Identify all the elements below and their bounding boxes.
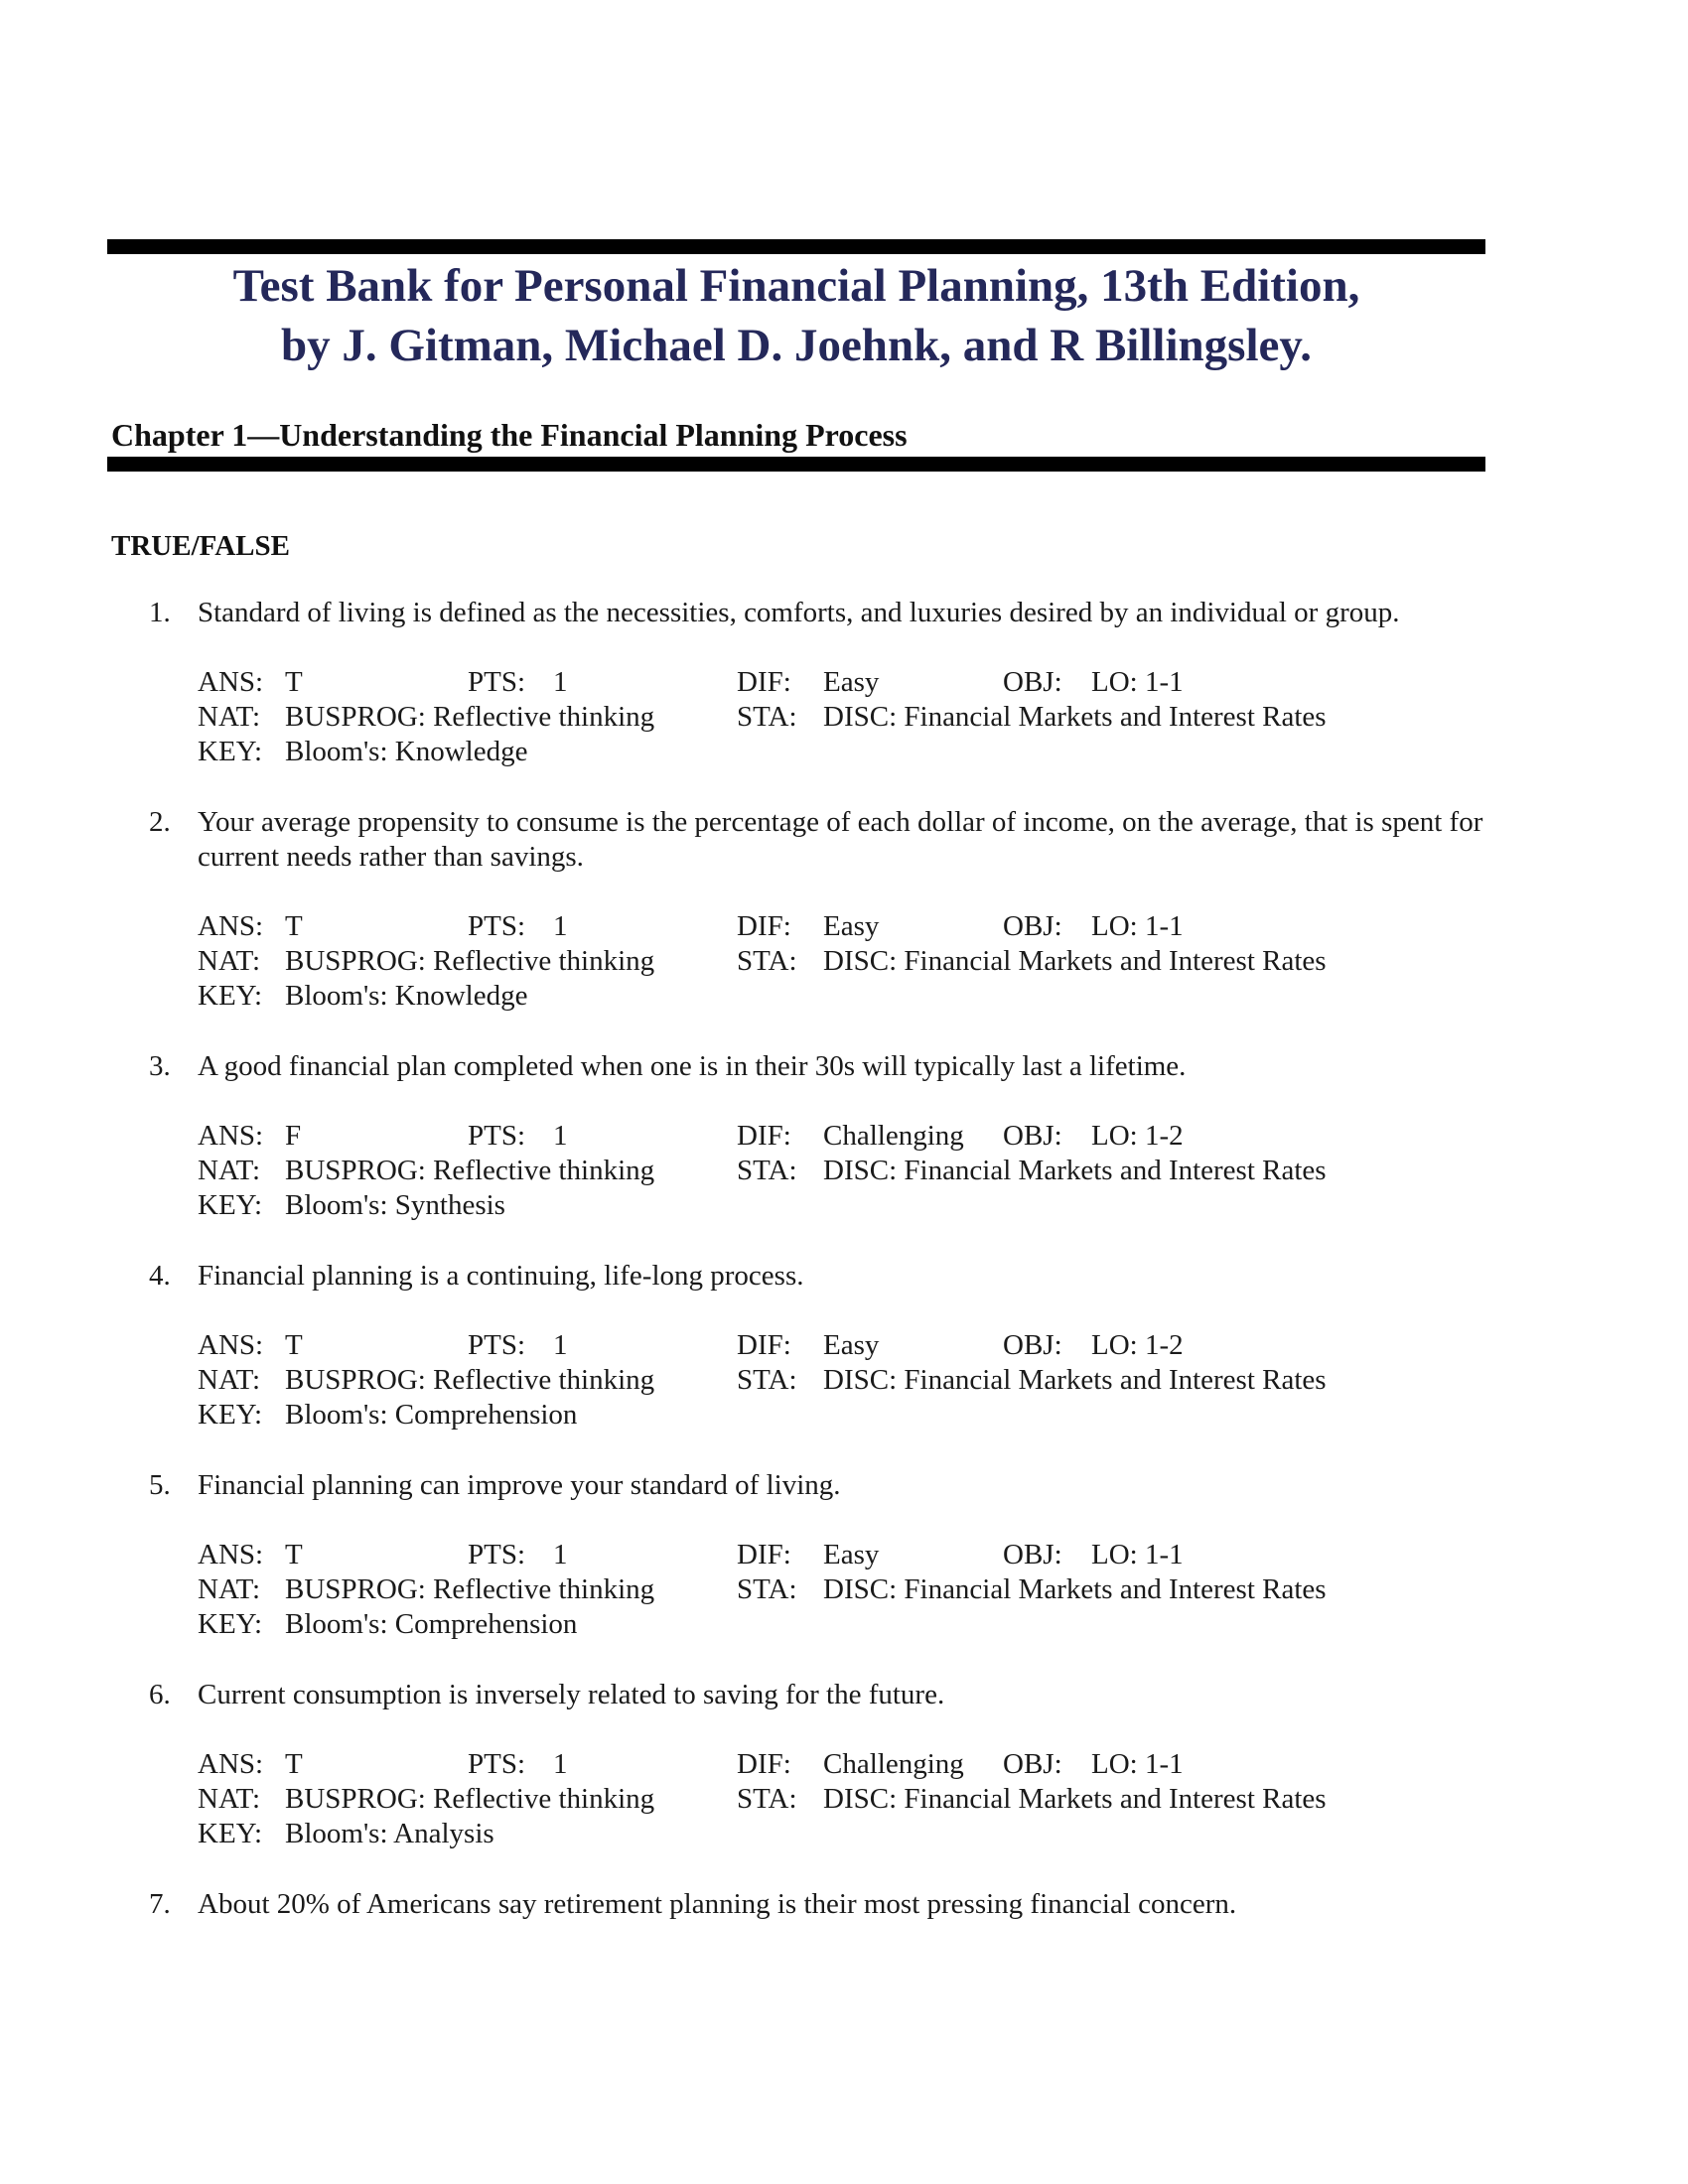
nat-label: NAT: <box>198 1573 260 1605</box>
key-value: Bloom's: Comprehension <box>285 1399 578 1431</box>
question-text: Standard of living is defined as the necessities, comforts, and luxuries desired by an individual or group. <box>198 597 1400 628</box>
question-item <box>0 1468 1688 1642</box>
question-number: 7. <box>149 1888 171 1920</box>
obj-label: OBJ: <box>1003 910 1062 942</box>
dif-label: DIF: <box>737 1539 791 1570</box>
answer-metadata <box>198 1538 1688 1642</box>
dif-value: Challenging <box>823 1120 964 1152</box>
metadata-row <box>198 1817 1688 1851</box>
obj-label: OBJ: <box>1003 1748 1062 1780</box>
nat-label: NAT: <box>198 1155 260 1186</box>
pts-label: PTS: <box>468 666 526 698</box>
question-number: 4. <box>149 1260 171 1292</box>
sta-label: STA: <box>737 945 797 977</box>
key-value: Bloom's: Knowledge <box>285 736 528 767</box>
obj-value: LO: 1-1 <box>1091 1539 1184 1570</box>
answer-metadata <box>198 909 1688 1014</box>
top-rule <box>107 239 1485 254</box>
dif-label: DIF: <box>737 1120 791 1152</box>
question-list <box>0 596 1688 1958</box>
sta-label: STA: <box>737 1155 797 1186</box>
nat-value: BUSPROG: Reflective thinking <box>285 1573 655 1605</box>
ans-label: ANS: <box>198 1539 264 1570</box>
key-value: Bloom's: Comprehension <box>285 1608 578 1640</box>
pts-value: 1 <box>553 666 568 698</box>
answer-metadata <box>198 665 1688 769</box>
metadata-row <box>198 1572 1688 1607</box>
ans-label: ANS: <box>198 1748 264 1780</box>
sta-label: STA: <box>737 701 797 733</box>
question-item <box>0 1678 1688 1851</box>
question-text: Financial planning is a continuing, life-long process. <box>198 1260 804 1292</box>
nat-label: NAT: <box>198 1364 260 1396</box>
question-item <box>0 1049 1688 1223</box>
question-number: 2. <box>149 806 171 838</box>
nat-value: BUSPROG: Reflective thinking <box>285 1364 655 1396</box>
pts-value: 1 <box>553 910 568 942</box>
title-line-1: Test Bank for Personal Financial Planning, 13th Edition, <box>232 260 1360 312</box>
pts-label: PTS: <box>468 910 526 942</box>
obj-value: LO: 1-1 <box>1091 666 1184 698</box>
metadata-row <box>198 979 1688 1014</box>
nat-value: BUSPROG: Reflective thinking <box>285 701 655 733</box>
sta-value: DISC: Financial Markets and Interest Rates <box>823 1573 1327 1605</box>
ans-value: T <box>285 666 303 698</box>
answer-metadata <box>198 1747 1688 1851</box>
pts-label: PTS: <box>468 1748 526 1780</box>
obj-value: LO: 1-2 <box>1091 1120 1184 1152</box>
answer-metadata <box>198 1328 1688 1433</box>
obj-label: OBJ: <box>1003 666 1062 698</box>
document-title <box>107 256 1485 375</box>
dif-label: DIF: <box>737 1329 791 1361</box>
pts-value: 1 <box>553 1539 568 1570</box>
dif-label: DIF: <box>737 666 791 698</box>
obj-value: LO: 1-1 <box>1091 1748 1184 1780</box>
ans-value: T <box>285 1539 303 1570</box>
ans-label: ANS: <box>198 666 264 698</box>
question-item <box>0 1259 1688 1433</box>
question-number: 3. <box>149 1050 171 1082</box>
title-line-2: by J. Gitman, Michael D. Joehnk, and R Billingsley. <box>280 320 1313 371</box>
question-item <box>0 596 1688 769</box>
sta-label: STA: <box>737 1364 797 1396</box>
metadata-row <box>198 1607 1688 1642</box>
sta-value: DISC: Financial Markets and Interest Rates <box>823 701 1327 733</box>
obj-value: LO: 1-2 <box>1091 1329 1184 1361</box>
question-text: About 20% of Americans say retirement planning is their most pressing financial concern. <box>198 1888 1237 1920</box>
metadata-row <box>198 1188 1688 1223</box>
dif-value: Challenging <box>823 1748 964 1780</box>
dif-value: Easy <box>823 910 880 942</box>
obj-label: OBJ: <box>1003 1120 1062 1152</box>
metadata-row <box>198 1398 1688 1433</box>
metadata-row <box>198 1119 1688 1154</box>
question-text: Current consumption is inversely related to saving for the future. <box>198 1679 945 1710</box>
metadata-row <box>198 944 1688 979</box>
nat-value: BUSPROG: Reflective thinking <box>285 945 655 977</box>
dif-value: Easy <box>823 666 880 698</box>
nat-label: NAT: <box>198 945 260 977</box>
metadata-row <box>198 1538 1688 1572</box>
ans-value: T <box>285 910 303 942</box>
pts-value: 1 <box>553 1329 568 1361</box>
obj-value: LO: 1-1 <box>1091 910 1184 942</box>
obj-label: OBJ: <box>1003 1329 1062 1361</box>
metadata-row <box>198 1328 1688 1363</box>
ans-value: T <box>285 1748 303 1780</box>
key-value: Bloom's: Analysis <box>285 1818 494 1849</box>
pts-label: PTS: <box>468 1120 526 1152</box>
question-text: Financial planning can improve your standard of living. <box>198 1469 841 1501</box>
dif-label: DIF: <box>737 1748 791 1780</box>
sta-value: DISC: Financial Markets and Interest Rates <box>823 1364 1327 1396</box>
metadata-row <box>198 735 1688 769</box>
metadata-row <box>198 1363 1688 1398</box>
chapter-heading: Chapter 1—Understanding the Financial Planning Process <box>111 417 908 453</box>
question-number: 1. <box>149 597 171 628</box>
sta-value: DISC: Financial Markets and Interest Rates <box>823 1783 1327 1815</box>
dif-value: Easy <box>823 1329 880 1361</box>
ans-label: ANS: <box>198 1329 264 1361</box>
question-number: 6. <box>149 1679 171 1710</box>
sta-label: STA: <box>737 1783 797 1815</box>
key-label: KEY: <box>198 1399 262 1431</box>
metadata-row <box>198 665 1688 700</box>
pts-value: 1 <box>553 1748 568 1780</box>
ans-label: ANS: <box>198 1120 264 1152</box>
question-number: 5. <box>149 1469 171 1501</box>
nat-label: NAT: <box>198 1783 260 1815</box>
metadata-row <box>198 1154 1688 1188</box>
ans-value: T <box>285 1329 303 1361</box>
ans-label: ANS: <box>198 910 264 942</box>
ans-value: F <box>285 1120 302 1152</box>
key-value: Bloom's: Knowledge <box>285 980 528 1012</box>
key-label: KEY: <box>198 736 262 767</box>
dif-label: DIF: <box>737 910 791 942</box>
pts-label: PTS: <box>468 1329 526 1361</box>
answer-metadata <box>198 1119 1688 1223</box>
key-label: KEY: <box>198 1818 262 1849</box>
sta-value: DISC: Financial Markets and Interest Rates <box>823 945 1327 977</box>
pts-value: 1 <box>553 1120 568 1152</box>
question-text: Your average propensity to consume is the percentage of each dollar of income, on the average, that is spent for current needs rather than savings. <box>198 806 1483 873</box>
key-value: Bloom's: Synthesis <box>285 1189 505 1221</box>
nat-label: NAT: <box>198 701 260 733</box>
metadata-row <box>198 909 1688 944</box>
key-label: KEY: <box>198 980 262 1012</box>
chapter-rule <box>107 457 1485 472</box>
pts-label: PTS: <box>468 1539 526 1570</box>
question-item <box>0 1887 1688 1922</box>
dif-value: Easy <box>823 1539 880 1570</box>
sta-value: DISC: Financial Markets and Interest Rates <box>823 1155 1327 1186</box>
question-text: A good financial plan completed when one is in their 30s will typically last a lifetime. <box>198 1050 1187 1082</box>
question-item <box>0 805 1688 1014</box>
nat-value: BUSPROG: Reflective thinking <box>285 1783 655 1815</box>
sta-label: STA: <box>737 1573 797 1605</box>
nat-value: BUSPROG: Reflective thinking <box>285 1155 655 1186</box>
metadata-row <box>198 1782 1688 1817</box>
key-label: KEY: <box>198 1189 262 1221</box>
section-heading: TRUE/FALSE <box>111 530 290 562</box>
metadata-row <box>198 700 1688 735</box>
key-label: KEY: <box>198 1608 262 1640</box>
obj-label: OBJ: <box>1003 1539 1062 1570</box>
metadata-row <box>198 1747 1688 1782</box>
